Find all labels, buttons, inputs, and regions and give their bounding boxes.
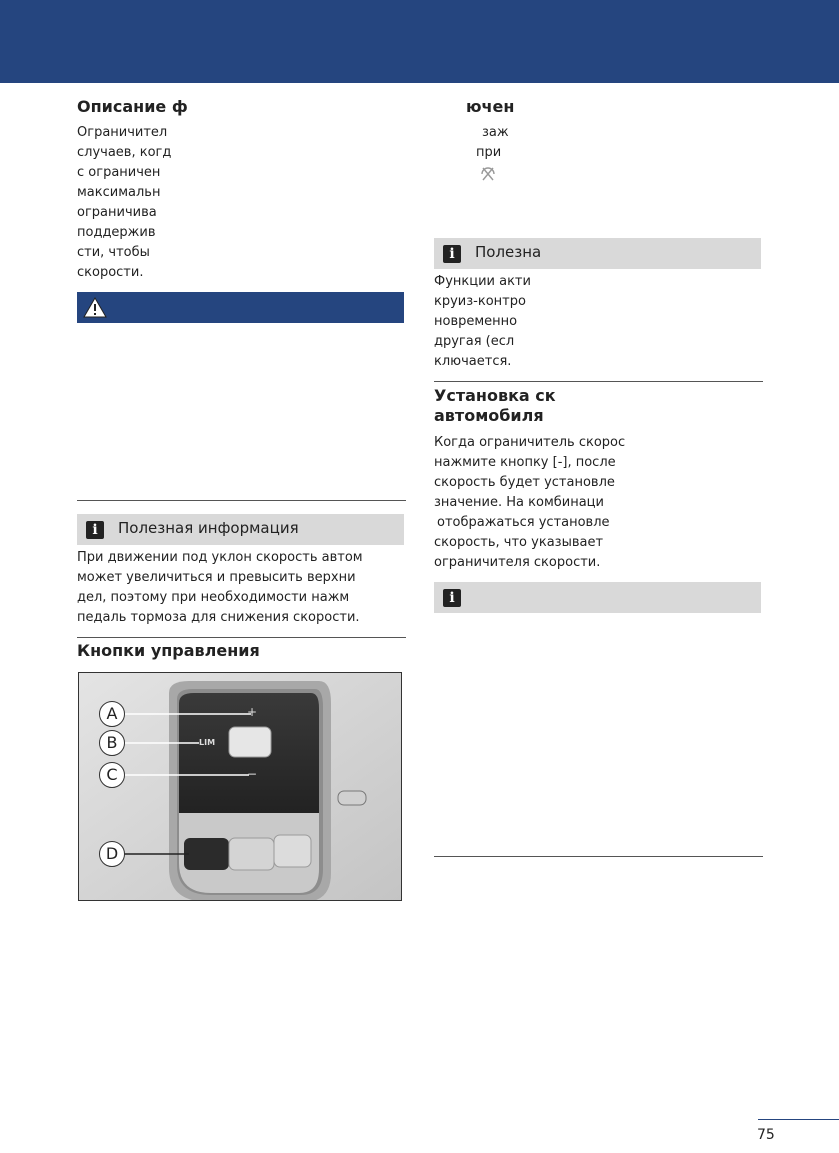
text-line: Когда ограничитель скорос xyxy=(434,435,626,450)
text-line: случаев, когд xyxy=(77,145,172,160)
text-line: значение. На комбинаци xyxy=(434,495,604,510)
info-text xyxy=(434,272,531,372)
text-line: с ограничен xyxy=(77,165,161,180)
text-line: сти, чтобы xyxy=(77,245,150,260)
text-line: дел, поэтому при необходимости нажм xyxy=(77,590,350,605)
text-line: максимальн xyxy=(77,185,161,200)
set-speed-text xyxy=(434,433,625,573)
callout-b: B xyxy=(99,730,125,756)
set-speed-title xyxy=(434,386,556,426)
info-bar xyxy=(77,514,404,545)
text-line: отображаться установле xyxy=(437,515,610,530)
right-top-title: ючен xyxy=(466,97,515,116)
text-line: ограничива xyxy=(77,205,157,220)
title-line: Установка ск xyxy=(434,386,556,405)
text-line: новременно xyxy=(434,314,518,329)
right-top-line: заж xyxy=(482,125,509,140)
warning-triangle-icon xyxy=(83,297,107,318)
info-icon: i xyxy=(86,521,104,539)
footer-rule xyxy=(758,1119,839,1120)
callout-d: D xyxy=(99,841,125,867)
buttons-title: Кнопки управления xyxy=(77,641,260,660)
controls-figure xyxy=(78,672,402,901)
text-line: другая (есл xyxy=(434,334,515,349)
info-icon: i xyxy=(443,589,461,607)
minus-label: − xyxy=(247,767,258,781)
text-line: ограничителя скорости. xyxy=(434,555,601,570)
right-top-line: при xyxy=(476,145,502,160)
warning-bar xyxy=(77,292,404,323)
title-line: автомобиля xyxy=(434,406,544,425)
callout-a: A xyxy=(99,701,125,727)
divider xyxy=(434,381,763,382)
speed-limiter-indicator-icon xyxy=(479,164,497,182)
page-number: 75 xyxy=(757,1127,775,1143)
text-line: нажмите кнопку [-], после xyxy=(434,455,616,470)
text-line: скорость, что указывает xyxy=(434,535,604,550)
intro-text xyxy=(77,123,171,283)
text-line: поддержив xyxy=(77,225,156,240)
divider xyxy=(77,500,406,501)
info-bar-title: Полезна xyxy=(475,243,542,261)
text-line: скорости. xyxy=(77,265,144,280)
plus-label: + xyxy=(247,705,258,719)
text-line: скорость будет установле xyxy=(434,475,615,490)
header-band xyxy=(0,0,839,83)
info-bar-title: Полезная информация xyxy=(118,519,299,537)
info-icon: i xyxy=(443,245,461,263)
text-line: ключается. xyxy=(434,354,512,369)
text-line: При движении под уклон скорость автом xyxy=(77,550,363,565)
text-line: Функции акти xyxy=(434,274,531,289)
divider xyxy=(434,856,763,857)
text-line: может увеличиться и превысить верхни xyxy=(77,570,356,585)
info-text xyxy=(77,548,363,628)
info-bar xyxy=(434,582,761,613)
info-bar xyxy=(434,238,761,269)
divider xyxy=(77,637,406,638)
text-line: педаль тормоза для снижения скорости. xyxy=(77,610,360,625)
text-line: круиз-контро xyxy=(434,294,526,309)
callout-c: C xyxy=(99,762,125,788)
lim-label: LIM xyxy=(199,738,216,747)
section-title: Описание ф xyxy=(77,97,188,116)
steering-controls-illustration xyxy=(79,673,402,901)
text-line: Ограничител xyxy=(77,125,168,140)
